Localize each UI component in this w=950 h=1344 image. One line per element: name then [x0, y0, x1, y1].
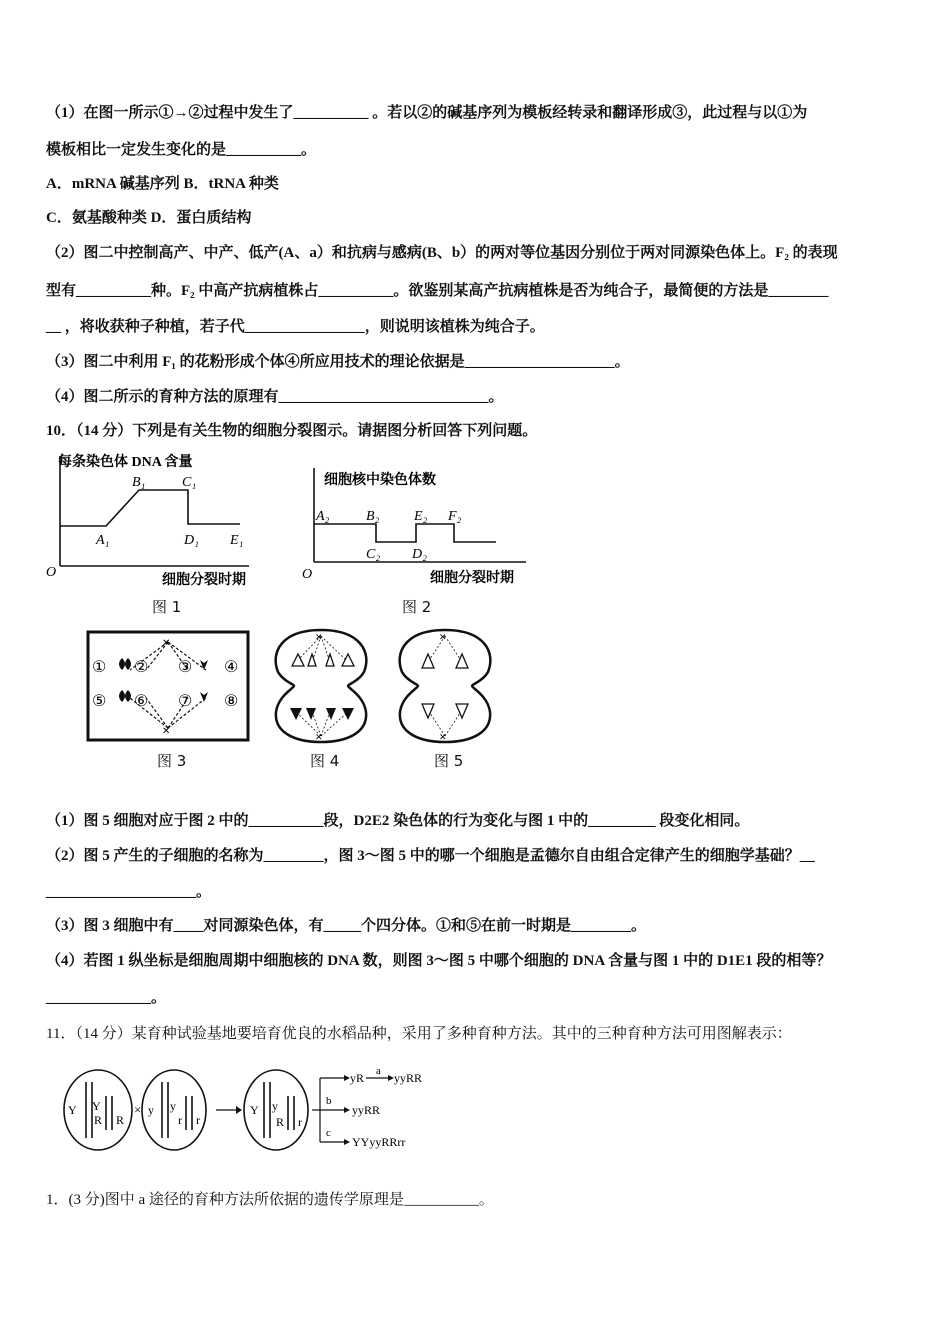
- fig1-point-b1: B₁: [132, 475, 146, 490]
- fig1-point-a1: A₁: [96, 533, 110, 548]
- fig3-label-7: ⑦: [178, 693, 193, 710]
- fig1-xlabel: 细胞分裂时期: [162, 573, 246, 588]
- figure-2-graph: [296, 462, 536, 590]
- figure-4-cell: [268, 626, 374, 746]
- fig2-xlabel: 细胞分裂时期: [430, 571, 514, 586]
- q9-part1-line2: 模板相比一定发生变化的是__________。: [46, 142, 317, 158]
- fig3-label-1: ①: [92, 659, 107, 676]
- fig1-origin: O: [46, 565, 57, 580]
- q9-part2-line2: 型有__________种。F₂ 中高产抗病植株占__________。欲鉴别某高产抗病植株是否为纯合子，最简便的方法是________: [46, 283, 829, 299]
- fig3-centriole-top: ✕: [162, 638, 171, 649]
- parent1-y2: Y: [92, 1099, 101, 1113]
- fig2-point-a2: A₂: [316, 509, 330, 524]
- q11-title: 11．（14 分）某育种试验基地要培育优良的水稻品种，采用了多种育种方法。其中的三种育种方法可用图解表示：: [46, 1026, 792, 1042]
- path-b-label: b: [326, 1095, 332, 1107]
- q9-part1-line1: （1）在图一所示①→②过程中发生了__________ 。若以②的碱基序列为模板经转录和翻译形成③，此过程与以①为: [46, 105, 808, 121]
- fig3-caption: 图 3: [157, 752, 187, 770]
- path-a-result-yr: yR: [350, 1071, 365, 1085]
- fig3-label-2: ②: [134, 659, 149, 676]
- parent2-r: r: [178, 1113, 182, 1127]
- fig2-point-f2: F₂: [448, 509, 462, 524]
- fig1-curve: [60, 490, 240, 526]
- cross-sign: ×: [134, 1102, 142, 1117]
- fig4-centriole-top: ✕: [315, 632, 323, 642]
- parent1-y: Y: [68, 1103, 77, 1117]
- fig3-label-6: ⑥: [134, 693, 149, 710]
- fig1-caption: 图 1: [152, 598, 182, 616]
- q9-option-ab: A．mRNA 碱基序列 B．tRNA 种类: [46, 176, 279, 192]
- figure-5-cell: [392, 626, 498, 746]
- path-a-label: a: [376, 1066, 381, 1077]
- path-a-result: yyRR: [394, 1071, 423, 1085]
- fig3-centriole-bottom: ✕: [162, 726, 171, 737]
- fig4-caption: 图 4: [310, 752, 340, 770]
- q10-part3: （3）图 3 细胞中有____对同源染色体，有_____个四分体。①和⑤在前一时期是________。: [46, 918, 647, 934]
- fig2-point-d2: D₂: [412, 547, 427, 562]
- f1-y: Y: [250, 1103, 259, 1117]
- figure-3-cell: [86, 630, 250, 742]
- fig1-point-d1: D₁: [184, 533, 199, 548]
- fig3-label-8: ⑧: [224, 693, 239, 710]
- q9-option-cd: C．氨基酸种类 D．蛋白质结构: [46, 210, 252, 226]
- fig2-point-b2: B₂: [366, 509, 380, 524]
- q9-part2-line3: __ ，将收获种子种植，若子代________________，则说明该植株为纯合子。: [46, 319, 545, 335]
- fig5-centriole-top: ✕: [439, 632, 447, 642]
- fig2-point-e2: E₂: [414, 509, 428, 524]
- q10-part2-line2: ____________________。: [46, 884, 212, 900]
- q9-part3: （3）图二中利用 F₁ 的花粉形成个体④所应用技术的理论依据是____________________。: [46, 354, 630, 370]
- q11-part1: 1．(3 分)图中 a 途径的育种方法所依据的遗传学原理是__________。: [46, 1192, 494, 1208]
- q9-part4: （4）图二所示的育种方法的原理有____________________________。: [46, 389, 504, 405]
- parent1-r: R: [94, 1113, 103, 1127]
- parent1-r2: R: [116, 1113, 125, 1127]
- fig2-origin: O: [302, 567, 313, 582]
- fig2-caption: 图 2: [402, 598, 432, 616]
- fig3-label-4: ④: [224, 659, 239, 676]
- fig5-centriole-bottom: ✕: [439, 732, 447, 742]
- fig5-caption: 图 5: [434, 752, 464, 770]
- parent2-y: y: [148, 1103, 154, 1117]
- q10-title: 10．（14 分）下列是有关生物的细胞分裂图示。请据图分析回答下列问题。: [46, 423, 538, 439]
- path-b-result: yyRR: [352, 1103, 381, 1117]
- fig1-point-c1: C₁: [182, 475, 197, 490]
- path-c-result: YYyyRRrr: [352, 1135, 406, 1149]
- fig3-label-5: ⑤: [92, 693, 107, 710]
- fig1-point-e1: E₁: [230, 533, 244, 548]
- breeding-diagram: [62, 1066, 432, 1158]
- q9-part2-line1: （2）图二中控制高产、中产、低产(A、a）和抗病与感病(B、b）的两对等位基因分别位于两对同源染色体上。F₂ 的表现: [46, 245, 838, 261]
- q10-part2-line1: （2）图 5 产生的子细胞的名称为________，图 3～图 5 中的哪一个细胞是孟德尔自由组合定律产生的细胞学基础？__: [46, 848, 815, 864]
- fig2-point-c2: C₂: [366, 547, 381, 562]
- fig2-curve: [314, 524, 496, 542]
- path-c-label: c: [326, 1127, 331, 1139]
- fig4-centriole-bottom: ✕: [315, 732, 323, 742]
- figure-1-graph: [44, 448, 264, 590]
- fig2-ylabel: 细胞核中染色体数: [324, 473, 436, 488]
- parent2-y2: y: [170, 1099, 176, 1113]
- f1-y2: y: [272, 1099, 278, 1113]
- f1-r: R: [276, 1115, 285, 1129]
- fig3-label-3: ③: [178, 659, 193, 676]
- f1-r2: r: [298, 1115, 302, 1129]
- q10-part1: （1）图 5 细胞对应于图 2 中的__________段，D2E2 染色体的行为变化与图 1 中的_________ 段变化相同。: [46, 813, 750, 829]
- q10-part4-line2: ______________。: [46, 990, 167, 1006]
- parent2-r2: r: [196, 1113, 200, 1127]
- q10-part4-line1: （4）若图 1 纵坐标是细胞周期中细胞核的 DNA 数，则图 3～图 5 中哪个细胞的 DNA 含量与图 1 中的 D1E1 段的相等？: [46, 953, 832, 969]
- fig1-ylabel: 每条染色体 DNA 含量: [58, 455, 193, 470]
